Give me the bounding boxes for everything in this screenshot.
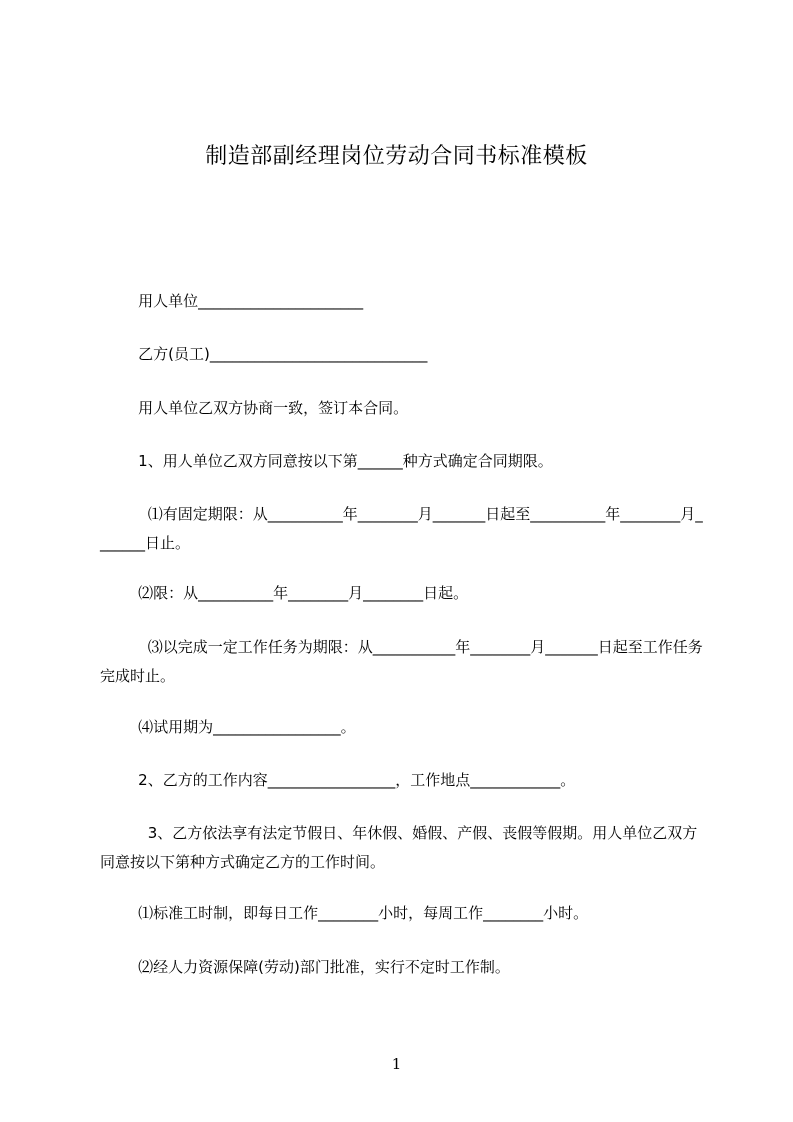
paragraph-employee: 乙方(员工)_____________________________ xyxy=(100,345,428,363)
paragraph-clause-1: 1、用人单位乙双方同意按以下第______种方式确定合同期限。 xyxy=(100,452,553,470)
paragraph-clause-2: 2、乙方的工作内容_________________，工作地点____________。 xyxy=(100,771,576,789)
paragraph-clause-3-flexible-hours: ⑵经人力资源保障(劳动)部门批准，实行不定时工作制。 xyxy=(100,958,510,976)
paragraph-clause-1-fixed-term: ⑴有固定期限：从__________年________月_______日起至__________年________月_______日止。 xyxy=(100,505,703,552)
paragraph-clause-3: 3、乙方依法享有法定节假日、年休假、婚假、产假、丧假等假期。用人单位乙双方同意按以下第种方式确定乙方的工作时间。 xyxy=(100,824,698,871)
page-title: 制造部副经理岗位劳动合同书标准模板 xyxy=(205,144,588,169)
paragraph-clause-1-open-term: ⑵限：从__________年________月________日起。 xyxy=(100,584,469,602)
paragraph-clause-1-probation: ⑷试用期为_________________。 xyxy=(100,718,356,736)
paragraph-clause-1-task-term: ⑶以完成一定工作任务为期限：从___________年________月_______日起至工作任务完成时止。 xyxy=(100,638,703,685)
paragraph-agreement: 用人单位乙双方协商一致，签订本合同。 xyxy=(100,399,409,417)
page-number: 1 xyxy=(391,1055,402,1073)
paragraph-clause-3-standard-hours: ⑴标准工时制，即每日工作________小时，每周工作________小时。 xyxy=(100,904,589,922)
paragraph-employer: 用人单位______________________ xyxy=(100,292,364,310)
